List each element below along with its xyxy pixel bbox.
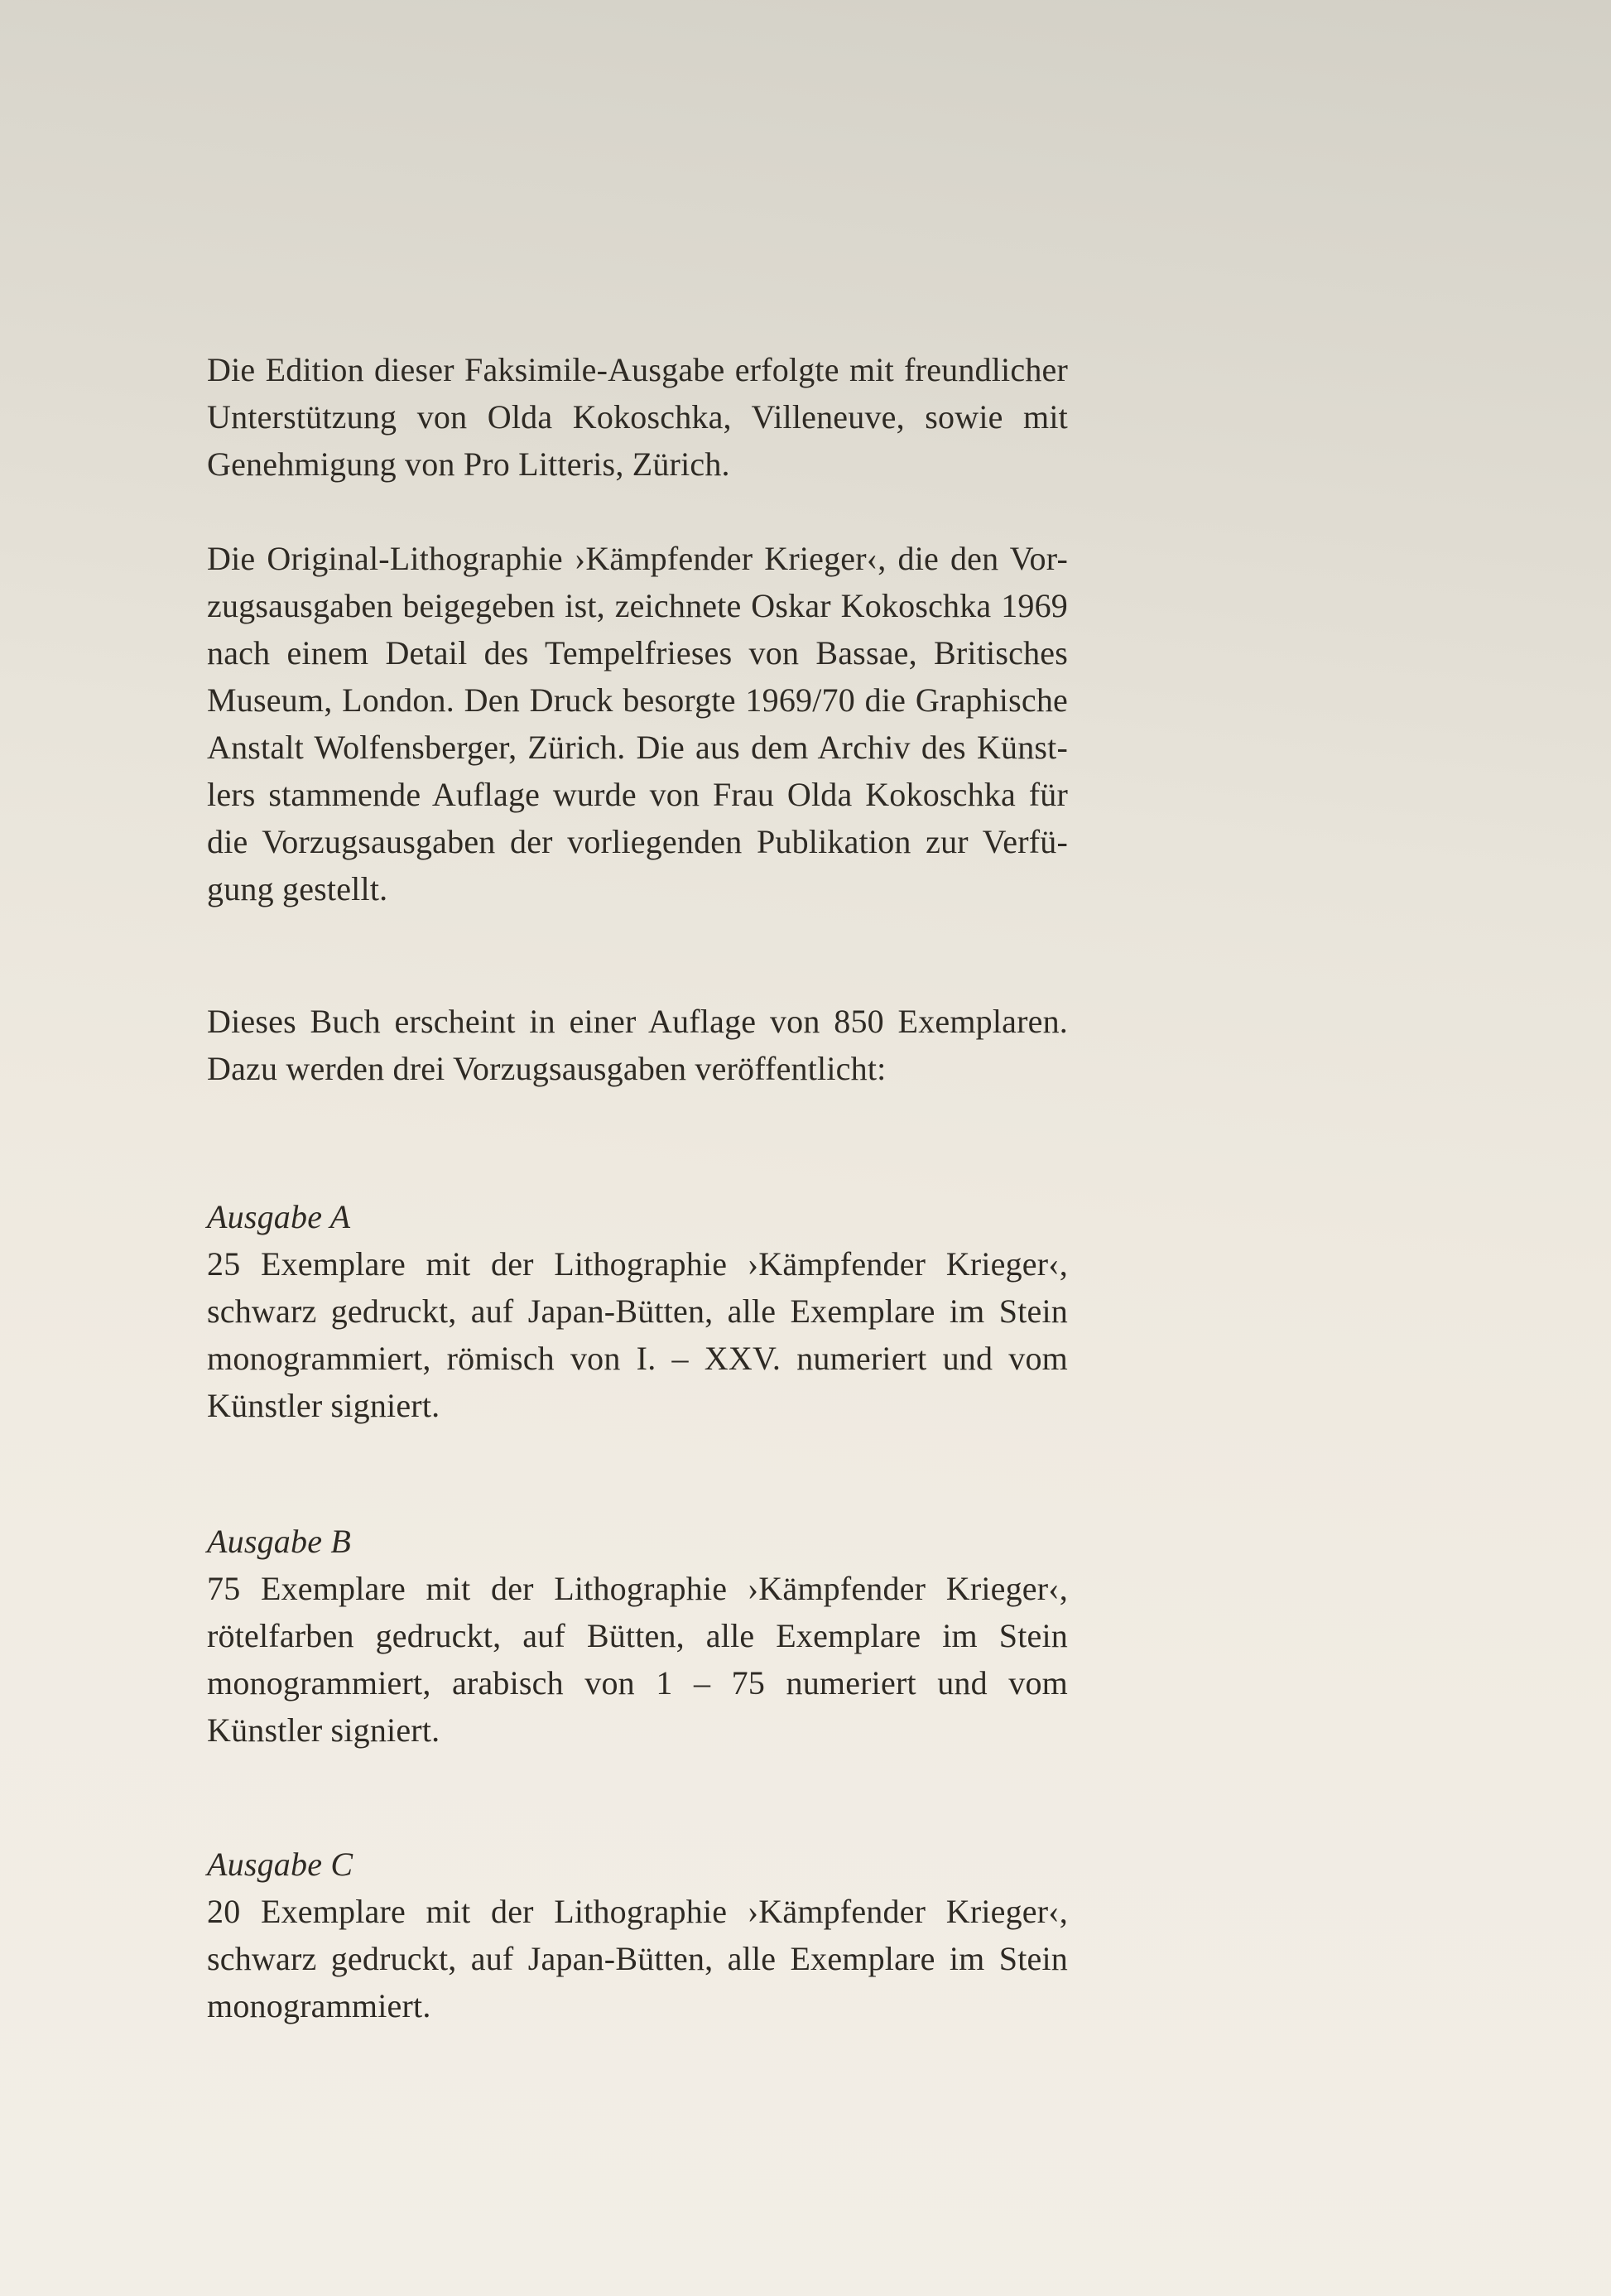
colophon-text <box>207 346 1068 2029</box>
text-line: Die Edition dieser Faksimile-Ausgabe erfolgte mit freundlicher <box>207 351 1068 388</box>
text-line: rötelfarben gedruckt, auf Bütten, alle Exemplare im Stein <box>207 1617 1068 1654</box>
text-line: gung gestellt. <box>207 870 388 907</box>
ausgabe-b-heading: Ausgabe B <box>207 1523 351 1560</box>
text-line: monogrammiert, römisch von I. – XXV. numeriert und vom <box>207 1340 1068 1377</box>
paragraph-edition-credits <box>207 346 1068 488</box>
text-line: Die Original-Lithographie ›Kämpfender Krieger‹, die den Vor- <box>207 540 1068 577</box>
text-line: monogrammiert. <box>207 1987 431 2024</box>
ausgabe-a-heading: Ausgabe A <box>207 1198 351 1235</box>
text-line: Genehmigung von Pro Litteris, Zürich. <box>207 445 730 483</box>
text-line: Anstalt Wolfensberger, Zürich. Die aus dem Archiv des Künst- <box>207 729 1068 766</box>
text-line: schwarz gedruckt, auf Japan-Bütten, alle Exemplare im Stein <box>207 1940 1068 1977</box>
text-line: die Vorzugsausgaben der vorliegenden Publikation zur Verfü- <box>207 823 1068 860</box>
text-line: 20 Exemplare mit der Lithographie ›Kämpfender Krieger‹, <box>207 1893 1068 1930</box>
text-line: lers stammende Auflage wurde von Frau Olda Kokoschka für <box>207 776 1068 813</box>
paragraph-print-run <box>207 998 1068 1092</box>
section-ausgabe-b <box>207 1518 1068 1754</box>
text-line: Unterstützung von Olda Kokoschka, Villeneuve, sowie mit <box>207 398 1068 436</box>
text-line: zugsausgaben beigegeben ist, zeichnete Oskar Kokoschka 1969 <box>207 587 1068 624</box>
ausgabe-c-heading: Ausgabe C <box>207 1846 353 1883</box>
text-line: monogrammiert, arabisch von 1 – 75 numeriert und vom <box>207 1664 1068 1702</box>
text-line: 25 Exemplare mit der Lithographie ›Kämpfender Krieger‹, <box>207 1245 1068 1283</box>
paragraph-lithograph-description <box>207 535 1068 912</box>
text-line: 75 Exemplare mit der Lithographie ›Kämpfender Krieger‹, <box>207 1570 1068 1607</box>
text-line: Künstler signiert. <box>207 1387 440 1424</box>
text-line: Künstler signiert. <box>207 1711 440 1749</box>
text-line: Museum, London. Den Druck besorgte 1969/70 die Graphische <box>207 681 1068 719</box>
text-line: Dieses Buch erscheint in einer Auflage von 850 Exemplaren. <box>207 1003 1068 1040</box>
text-line: schwarz gedruckt, auf Japan-Bütten, alle Exemplare im Stein <box>207 1292 1068 1330</box>
text-line: nach einem Detail des Tempelfrieses von Bassae, Britisches <box>207 634 1068 671</box>
text-line: Dazu werden drei Vorzugsausgaben veröffentlicht: <box>207 1050 887 1087</box>
section-ausgabe-a <box>207 1193 1068 1429</box>
section-ausgabe-c <box>207 1841 1068 2029</box>
